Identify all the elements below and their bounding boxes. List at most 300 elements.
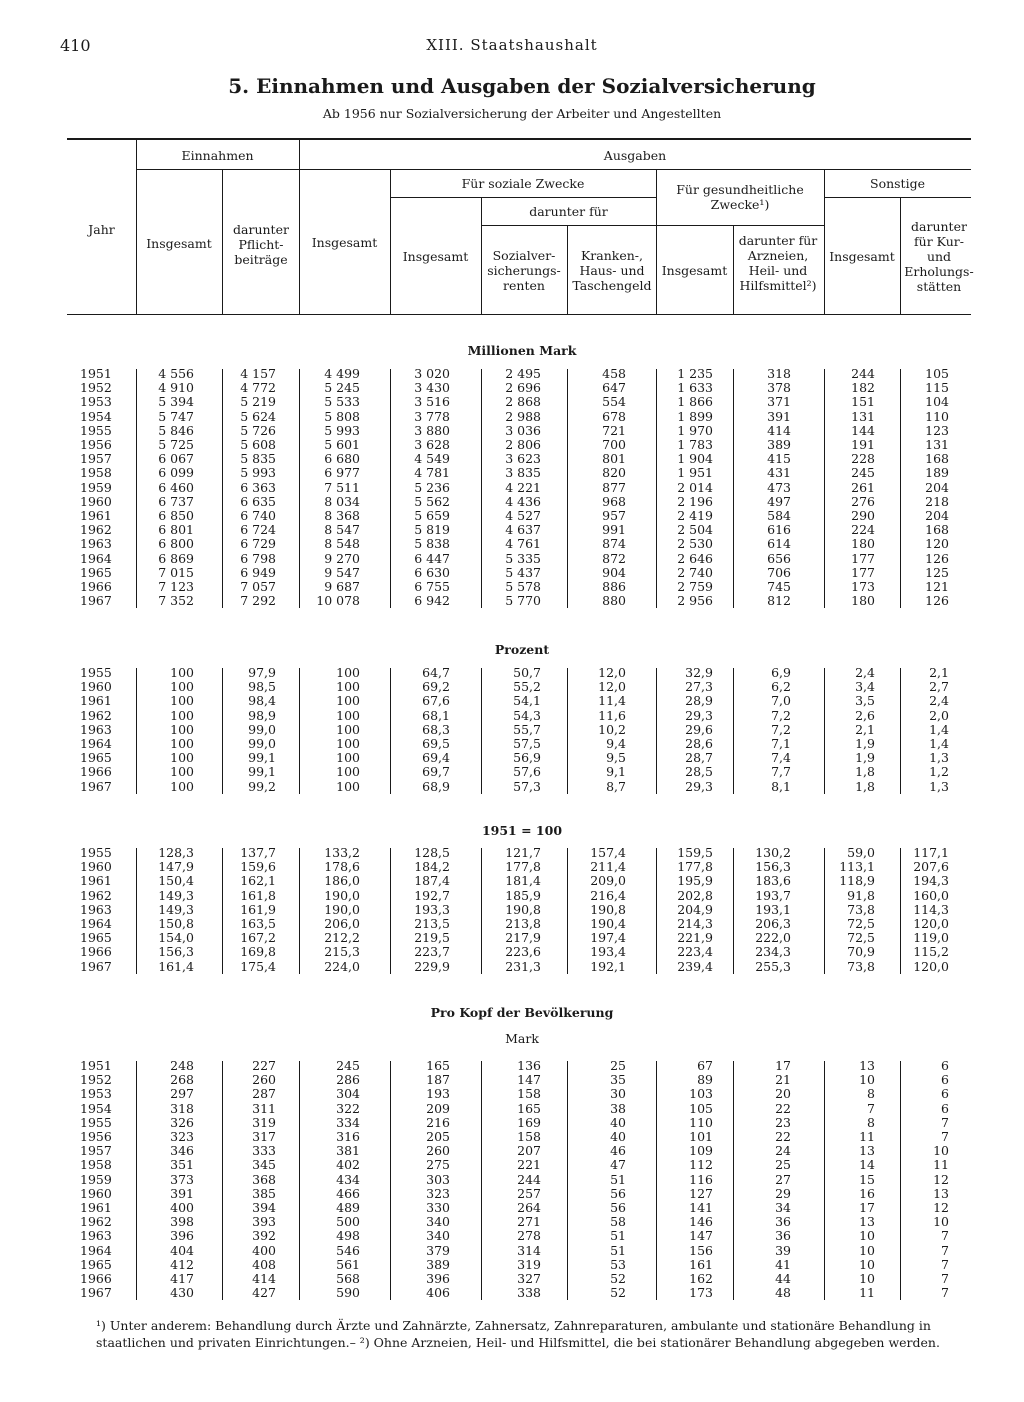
table-title: 5. Einnahmen und Ausgaben der Sozialversicherung [228, 74, 816, 98]
cell-einnahmen-insgesamt: 6 067 [158, 451, 194, 467]
cell-soziale-insgesamt: 128,5 [414, 845, 450, 860]
cell-ausgaben-insgesamt: 100 [336, 750, 360, 766]
cell-sonstige-insgesamt: 1,9 [855, 750, 875, 766]
cell-ausgaben-insgesamt: 100 [336, 679, 360, 695]
cell-pflichtbeitraege: 427 [252, 1285, 276, 1301]
cell-kurstaetten: 207,6 [913, 859, 949, 875]
table-row [0, 523, 1024, 537]
cell-gesundheit-insgesamt: 28,9 [685, 693, 713, 709]
cell-soziale-insgesamt: 275 [426, 1157, 450, 1173]
cell-sonstige-insgesamt: 70,9 [847, 944, 875, 960]
cell-renten: 4 221 [505, 479, 541, 495]
cell-einnahmen-insgesamt: 268 [170, 1072, 194, 1088]
cell-gesundheit-insgesamt: 195,9 [677, 873, 713, 889]
table-row [0, 580, 1024, 594]
cell-kurstaetten: 7 [941, 1228, 949, 1244]
cell-soziale-insgesamt: 5 819 [414, 522, 450, 538]
cell-ausgaben-insgesamt: 100 [336, 721, 360, 737]
cell-sonstige-insgesamt: 11 [859, 1129, 875, 1144]
table-row [0, 1258, 1024, 1272]
table-row [0, 1187, 1024, 1201]
table-row [0, 410, 1024, 424]
cell-kurstaetten: 6 [941, 1072, 949, 1088]
cell-gesundheit-insgesamt: 156 [689, 1242, 713, 1258]
cell-soziale-insgesamt: 4 781 [414, 465, 450, 481]
cell-pflichtbeitraege: 5 993 [240, 465, 276, 481]
cell-gesundheit-insgesamt: 32,9 [685, 665, 713, 680]
cell-sonstige-insgesamt: 2,4 [855, 665, 875, 680]
table-row [0, 1201, 1024, 1215]
cell-sonstige-insgesamt: 228 [851, 451, 875, 467]
cell-krankengeld: 872 [602, 550, 626, 566]
header-rule-gesund [656, 225, 824, 226]
cell-renten: 190,8 [505, 901, 541, 917]
cell-krankengeld: 25 [610, 1058, 626, 1073]
cell-ausgaben-insgesamt: 546 [336, 1242, 360, 1258]
cell-kurstaetten: 104 [925, 394, 949, 410]
cell-einnahmen-insgesamt: 100 [170, 707, 194, 723]
cell-arzneien: 39 [775, 1242, 791, 1258]
cell-arzneien: 17 [775, 1058, 791, 1073]
cell-year: 1965 [80, 564, 112, 580]
cell-sonstige-insgesamt: 15 [859, 1171, 875, 1187]
header-vline-3 [299, 140, 300, 314]
cell-arzneien: 6,2 [771, 679, 791, 695]
cell-sonstige-insgesamt: 7 [867, 1100, 875, 1116]
cell-arzneien: 371 [767, 394, 791, 410]
cell-krankengeld: 190,8 [590, 901, 626, 917]
cell-ausgaben-insgesamt: 5 601 [324, 437, 360, 452]
cell-pflichtbeitraege: 385 [252, 1185, 276, 1201]
cell-soziale-insgesamt: 3 020 [414, 366, 450, 381]
cell-arzneien: 473 [767, 479, 791, 495]
cell-soziale-insgesamt: 213,5 [414, 916, 450, 931]
cell-arzneien: 7,0 [771, 693, 791, 709]
cell-year: 1960 [80, 859, 112, 875]
cell-krankengeld: 56 [610, 1185, 626, 1201]
cell-sonstige-insgesamt: 173 [851, 579, 875, 594]
cell-sonstige-insgesamt: 13 [859, 1058, 875, 1073]
cell-year: 1967 [80, 1285, 112, 1301]
cell-sonstige-insgesamt: 144 [851, 422, 875, 438]
cell-krankengeld: 678 [602, 408, 626, 424]
cell-ausgaben-insgesamt: 5 533 [324, 394, 360, 410]
cell-renten: 177,8 [505, 859, 541, 875]
cell-renten: 181,4 [505, 873, 541, 889]
running-head: XIII. Staatshaushalt [426, 36, 598, 54]
cell-pflichtbeitraege: 227 [252, 1058, 276, 1073]
table-row [0, 466, 1024, 480]
section-title-prozent: Prozent [494, 642, 550, 657]
cell-year: 1966 [80, 579, 112, 594]
cell-year: 1967 [80, 778, 112, 794]
cell-pflichtbeitraege: 4 157 [240, 366, 276, 381]
cell-ausgaben-insgesamt: 245 [336, 1058, 360, 1073]
cell-ausgaben-insgesamt: 186,0 [324, 873, 360, 889]
cell-ausgaben-insgesamt: 8 547 [324, 522, 360, 538]
cell-pflichtbeitraege: 287 [252, 1086, 276, 1102]
cell-year: 1961 [80, 1200, 112, 1215]
cell-kurstaetten: 2,7 [929, 679, 949, 695]
cell-ausgaben-insgesamt: 190,0 [324, 901, 360, 917]
cell-kurstaetten: 10 [933, 1143, 949, 1159]
cell-krankengeld: 11,4 [598, 693, 626, 709]
cell-einnahmen-insgesamt: 351 [170, 1157, 194, 1173]
cell-arzneien: 21 [775, 1072, 791, 1088]
cell-year: 1964 [80, 736, 112, 751]
table-row [0, 367, 1024, 381]
cell-renten: 165 [517, 1100, 541, 1116]
cell-ausgaben-insgesamt: 100 [336, 736, 360, 751]
cell-gesundheit-insgesamt: 1 951 [677, 465, 713, 481]
cell-year: 1953 [80, 394, 112, 410]
cell-gesundheit-insgesamt: 1 235 [677, 366, 713, 381]
cell-gesundheit-insgesamt: 27,3 [685, 679, 713, 695]
cell-soziale-insgesamt: 6 630 [414, 564, 450, 580]
cell-einnahmen-insgesamt: 150,4 [158, 873, 194, 889]
cell-year: 1958 [80, 1157, 112, 1173]
cell-soziale-insgesamt: 69,2 [422, 679, 450, 695]
cell-sonstige-insgesamt: 73,8 [847, 901, 875, 917]
cell-einnahmen-insgesamt: 100 [170, 693, 194, 709]
cell-kurstaetten: 7 [941, 1285, 949, 1301]
cell-year: 1957 [80, 1143, 112, 1159]
cell-renten: 57,3 [513, 778, 541, 794]
cell-arzneien: 44 [775, 1271, 791, 1286]
cell-renten: 147 [517, 1072, 541, 1088]
cell-einnahmen-insgesamt: 5 394 [158, 394, 194, 410]
cell-ausgaben-insgesamt: 402 [336, 1157, 360, 1173]
cell-arzneien: 156,3 [755, 859, 791, 875]
cell-pflichtbeitraege: 162,1 [240, 873, 276, 889]
cell-ausgaben-insgesamt: 322 [336, 1100, 360, 1116]
cell-krankengeld: 10,2 [598, 721, 626, 737]
table-row [0, 594, 1024, 608]
cell-renten: 158 [517, 1129, 541, 1144]
cell-soziale-insgesamt: 396 [426, 1271, 450, 1286]
cell-gesundheit-insgesamt: 146 [689, 1214, 713, 1230]
cell-sonstige-insgesamt: 72,5 [847, 930, 875, 946]
cell-einnahmen-insgesamt: 6 737 [158, 493, 194, 509]
cell-krankengeld: 51 [610, 1228, 626, 1244]
cell-arzneien: 183,6 [755, 873, 791, 889]
cell-ausgaben-insgesamt: 334 [336, 1114, 360, 1130]
cell-krankengeld: 190,4 [590, 916, 626, 931]
cell-kurstaetten: 1,3 [929, 778, 949, 794]
cell-einnahmen-insgesamt: 100 [170, 721, 194, 737]
cell-einnahmen-insgesamt: 149,3 [158, 901, 194, 917]
cell-renten: 5 335 [505, 550, 541, 566]
cell-arzneien: 48 [775, 1285, 791, 1301]
cell-krankengeld: 820 [602, 465, 626, 481]
cell-pflichtbeitraege: 99,2 [248, 778, 276, 794]
cell-gesundheit-insgesamt: 2 759 [677, 579, 713, 594]
table-row [0, 737, 1024, 751]
cell-krankengeld: 991 [602, 522, 626, 538]
cell-soziale-insgesamt: 216 [426, 1114, 450, 1130]
cell-soziale-insgesamt: 68,9 [422, 778, 450, 794]
cell-gesundheit-insgesamt: 29,6 [685, 721, 713, 737]
cell-renten: 158 [517, 1086, 541, 1102]
cell-ausgaben-insgesamt: 7 511 [324, 479, 360, 495]
cell-renten: 213,8 [505, 916, 541, 931]
cell-soziale-insgesamt: 3 880 [414, 422, 450, 438]
cell-pflichtbeitraege: 392 [252, 1228, 276, 1244]
cell-year: 1954 [80, 1100, 112, 1116]
cell-einnahmen-insgesamt: 323 [170, 1129, 194, 1144]
cell-sonstige-insgesamt: 10 [859, 1072, 875, 1088]
cell-kurstaetten: 2,4 [929, 693, 949, 709]
cell-renten: 54,3 [513, 707, 541, 723]
cell-soziale-insgesamt: 5 562 [414, 493, 450, 509]
cell-soziale-insgesamt: 64,7 [422, 665, 450, 680]
cell-kurstaetten: 2,1 [929, 665, 949, 680]
cell-gesundheit-insgesamt: 1 633 [677, 380, 713, 396]
cell-arzneien: 41 [775, 1256, 791, 1272]
cell-pflichtbeitraege: 97,9 [248, 665, 276, 680]
cell-arzneien: 23 [775, 1114, 791, 1130]
cell-krankengeld: 11,6 [598, 707, 626, 723]
cell-year: 1963 [80, 536, 112, 552]
cell-arzneien: 206,3 [755, 916, 791, 931]
cell-krankengeld: 157,4 [590, 845, 626, 860]
cell-year: 1965 [80, 750, 112, 766]
cell-soziale-insgesamt: 303 [426, 1171, 450, 1187]
table-row [0, 709, 1024, 723]
header-ausgaben-insgesamt: Insgesamt [311, 235, 378, 250]
cell-gesundheit-insgesamt: 101 [689, 1129, 713, 1144]
cell-soziale-insgesamt: 3 778 [414, 408, 450, 424]
cell-krankengeld: 9,5 [606, 750, 626, 766]
cell-krankengeld: 38 [610, 1100, 626, 1116]
cell-arzneien: 745 [767, 579, 791, 594]
cell-sonstige-insgesamt: 13 [859, 1214, 875, 1230]
cell-krankengeld: 957 [602, 508, 626, 523]
cell-kurstaetten: 125 [925, 564, 949, 580]
cell-krankengeld: 904 [602, 564, 626, 580]
cell-renten: 57,5 [513, 736, 541, 751]
header-vline-8 [733, 225, 734, 314]
cell-ausgaben-insgesamt: 8 034 [324, 493, 360, 509]
table-row [0, 1073, 1024, 1087]
header-bottom-rule [67, 314, 971, 315]
cell-kurstaetten: 123 [925, 422, 949, 438]
cell-soziale-insgesamt: 193 [426, 1086, 450, 1102]
cell-year: 1965 [80, 1256, 112, 1272]
cell-einnahmen-insgesamt: 150,8 [158, 916, 194, 931]
cell-kurstaetten: 194,3 [913, 873, 949, 889]
table-row [0, 1286, 1024, 1300]
cell-kurstaetten: 6 [941, 1058, 949, 1073]
table-row [0, 1087, 1024, 1101]
cell-gesundheit-insgesamt: 112 [689, 1157, 713, 1173]
header-darunter-fuer: darunter für [529, 204, 608, 219]
cell-gesundheit-insgesamt: 173 [689, 1285, 713, 1301]
cell-einnahmen-insgesamt: 6 850 [158, 508, 194, 523]
cell-sonstige-insgesamt: 59,0 [847, 845, 875, 860]
table-row [0, 537, 1024, 551]
cell-kurstaetten: 2,0 [929, 707, 949, 723]
table-row [0, 438, 1024, 452]
header-renten: Sozialver- sicherungs- renten [487, 248, 561, 293]
cell-arzneien: 6,9 [771, 665, 791, 680]
header-krankengeld: Kranken-, Haus- und Taschengeld [572, 248, 652, 293]
cell-krankengeld: 46 [610, 1143, 626, 1159]
header-einnahmen-insgesamt: Insgesamt [146, 236, 212, 251]
cell-gesundheit-insgesamt: 221,9 [677, 930, 713, 946]
section-subtitle-mark: Mark [505, 1031, 539, 1046]
cell-gesundheit-insgesamt: 141 [689, 1200, 713, 1215]
cell-krankengeld: 56 [610, 1200, 626, 1215]
cell-krankengeld: 40 [610, 1129, 626, 1144]
cell-sonstige-insgesamt: 1,8 [855, 778, 875, 794]
cell-pflichtbeitraege: 6 635 [240, 493, 276, 509]
cell-arzneien: 193,7 [755, 887, 791, 903]
cell-arzneien: 234,3 [755, 944, 791, 960]
cell-gesundheit-insgesamt: 1 904 [677, 451, 713, 467]
cell-year: 1959 [80, 1171, 112, 1187]
cell-pflichtbeitraege: 333 [252, 1143, 276, 1159]
cell-krankengeld: 211,4 [590, 859, 626, 875]
cell-pflichtbeitraege: 408 [252, 1256, 276, 1272]
cell-krankengeld: 52 [610, 1285, 626, 1301]
cell-year: 1966 [80, 764, 112, 780]
cell-kurstaetten: 7 [941, 1271, 949, 1286]
cell-sonstige-insgesamt: 261 [851, 479, 875, 495]
cell-gesundheit-insgesamt: 109 [689, 1143, 713, 1159]
cell-einnahmen-insgesamt: 6 460 [158, 479, 194, 495]
cell-soziale-insgesamt: 4 549 [414, 451, 450, 467]
cell-kurstaetten: 117,1 [913, 845, 949, 860]
cell-einnahmen-insgesamt: 396 [170, 1228, 194, 1244]
cell-ausgaben-insgesamt: 434 [336, 1171, 360, 1187]
cell-sonstige-insgesamt: 191 [851, 437, 875, 452]
cell-year: 1963 [80, 901, 112, 917]
cell-sonstige-insgesamt: 2,1 [855, 721, 875, 737]
cell-renten: 185,9 [505, 887, 541, 903]
cell-krankengeld: 52 [610, 1271, 626, 1286]
cell-gesundheit-insgesamt: 2 646 [677, 550, 713, 566]
cell-gesundheit-insgesamt: 2 530 [677, 536, 713, 552]
cell-year: 1952 [80, 380, 112, 396]
footnote: ¹) Unter anderem: Behandlung durch Ärzte und Zahnärzte, Zahnersatz, Zahnreparaturen, ambulante und stationäre Behandlung in staatlichen und privaten Einrichtungen.– ²) Ohne Arzneien, Heil- und Hilfsmittel, die bei stationärer Behandlung abgegeben werden. [96, 1318, 940, 1350]
cell-year: 1958 [80, 465, 112, 481]
cell-sonstige-insgesamt: 17 [859, 1200, 875, 1215]
cell-arzneien: 378 [767, 380, 791, 396]
cell-pflichtbeitraege: 6 740 [240, 508, 276, 523]
cell-renten: 257 [517, 1185, 541, 1201]
table-row [0, 1144, 1024, 1158]
cell-year: 1960 [80, 1185, 112, 1201]
cell-gesundheit-insgesamt: 28,5 [685, 764, 713, 780]
cell-ausgaben-insgesamt: 316 [336, 1129, 360, 1144]
table-row [0, 846, 1024, 860]
cell-kurstaetten: 114,3 [913, 901, 949, 917]
cell-year: 1955 [80, 845, 112, 860]
header-gesundheit-insgesamt: Insgesamt [661, 263, 728, 278]
cell-einnahmen-insgesamt: 100 [170, 778, 194, 794]
cell-year: 1961 [80, 693, 112, 709]
table-row [0, 381, 1024, 395]
cell-krankengeld: 30 [610, 1086, 626, 1102]
cell-gesundheit-insgesamt: 110 [689, 1114, 713, 1130]
cell-einnahmen-insgesamt: 297 [170, 1086, 194, 1102]
cell-year: 1956 [80, 437, 112, 452]
cell-arzneien: 7,4 [771, 750, 791, 766]
cell-soziale-insgesamt: 406 [426, 1285, 450, 1301]
cell-kurstaetten: 126 [925, 550, 949, 566]
cell-gesundheit-insgesamt: 2 740 [677, 564, 713, 580]
cell-gesundheit-insgesamt: 1 970 [677, 422, 713, 438]
cell-gesundheit-insgesamt: 177,8 [677, 859, 713, 875]
cell-soziale-insgesamt: 209 [426, 1100, 450, 1116]
cell-soziale-insgesamt: 68,1 [422, 707, 450, 723]
cell-year: 1957 [80, 451, 112, 467]
page-number: 410 [60, 36, 91, 55]
header-rule-main [136, 169, 971, 170]
cell-ausgaben-insgesamt: 568 [336, 1271, 360, 1286]
cell-year: 1966 [80, 944, 112, 960]
cell-soziale-insgesamt: 184,2 [414, 859, 450, 875]
cell-soziale-insgesamt: 330 [426, 1200, 450, 1215]
cell-soziale-insgesamt: 69,4 [422, 750, 450, 766]
cell-sonstige-insgesamt: 1,8 [855, 764, 875, 780]
cell-sonstige-insgesamt: 131 [851, 408, 875, 424]
table-row [0, 1272, 1024, 1286]
cell-arzneien: 614 [767, 536, 791, 552]
table-row [0, 1158, 1024, 1172]
cell-pflichtbeitraege: 99,0 [248, 736, 276, 751]
cell-renten: 2 806 [505, 437, 541, 452]
cell-kurstaetten: 160,0 [913, 887, 949, 903]
cell-renten: 3 623 [505, 451, 541, 467]
header-pflichtbeitraege: darunter Pflicht- beiträge [233, 222, 289, 267]
cell-pflichtbeitraege: 5 726 [240, 422, 276, 438]
cell-gesundheit-insgesamt: 2 419 [677, 508, 713, 523]
cell-renten: 319 [517, 1256, 541, 1272]
table-row [0, 889, 1024, 903]
cell-sonstige-insgesamt: 10 [859, 1271, 875, 1286]
cell-einnahmen-insgesamt: 128,3 [158, 845, 194, 860]
cell-pflichtbeitraege: 175,4 [240, 958, 276, 974]
cell-einnahmen-insgesamt: 318 [170, 1100, 194, 1116]
cell-soziale-insgesamt: 223,7 [414, 944, 450, 960]
cell-kurstaetten: 126 [925, 593, 949, 609]
cell-einnahmen-insgesamt: 412 [170, 1256, 194, 1272]
cell-year: 1960 [80, 493, 112, 509]
cell-gesundheit-insgesamt: 1 783 [677, 437, 713, 452]
cell-sonstige-insgesamt: 244 [851, 366, 875, 381]
cell-soziale-insgesamt: 5 236 [414, 479, 450, 495]
cell-arzneien: 318 [767, 366, 791, 381]
cell-gesundheit-insgesamt: 29,3 [685, 707, 713, 723]
cell-pflichtbeitraege: 6 949 [240, 564, 276, 580]
cell-ausgaben-insgesamt: 5 993 [324, 422, 360, 438]
cell-einnahmen-insgesamt: 100 [170, 679, 194, 695]
cell-pflichtbeitraege: 99,0 [248, 721, 276, 737]
table-row [0, 917, 1024, 931]
cell-soziale-insgesamt: 340 [426, 1228, 450, 1244]
cell-ausgaben-insgesamt: 100 [336, 707, 360, 723]
cell-year: 1963 [80, 1228, 112, 1244]
cell-pflichtbeitraege: 161,8 [240, 887, 276, 903]
cell-soziale-insgesamt: 192,7 [414, 887, 450, 903]
cell-renten: 5 437 [505, 564, 541, 580]
cell-gesundheit-insgesamt: 2 196 [677, 493, 713, 509]
cell-arzneien: 7,7 [771, 764, 791, 780]
cell-arzneien: 27 [775, 1171, 791, 1187]
cell-arzneien: 25 [775, 1157, 791, 1173]
